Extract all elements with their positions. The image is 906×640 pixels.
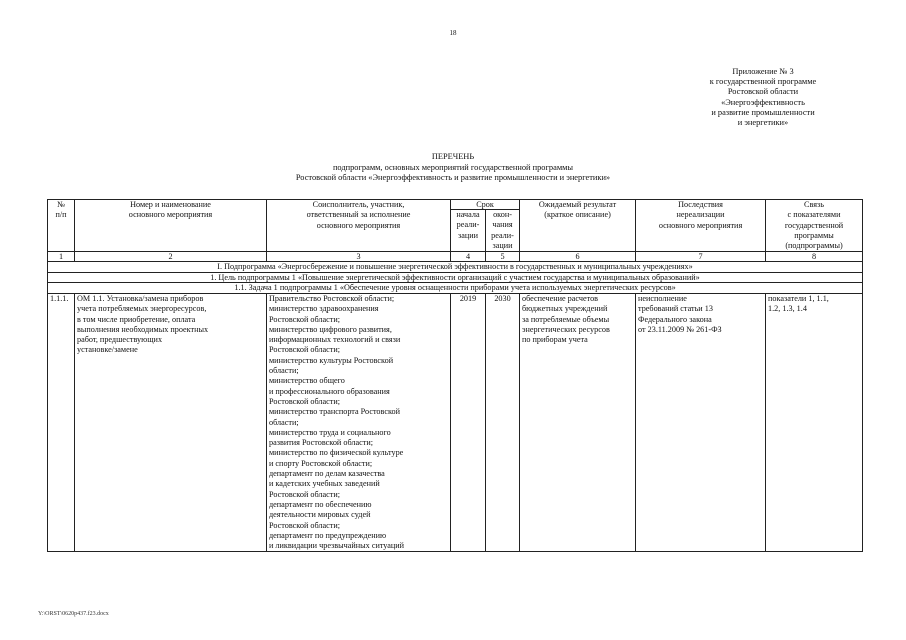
- row-name: ОМ 1.1. Установка/замена приборов учета потребляемых энергоресурсов, в том числе приобретение, оплата выполнения необходимых проектных работ, предшествующих установке/замене: [75, 293, 267, 551]
- goal-title: 1. Цель подпрограммы 1 «Повышение энергетической эффективности организаций с участием государства и муниципальных образований»: [48, 272, 863, 283]
- header-num: № п/п: [48, 200, 75, 252]
- appendix-line: Ростовской области: [727, 87, 799, 97]
- row-start-year: 2019: [451, 293, 486, 551]
- subprogram-row: [48, 262, 863, 273]
- document-title: [150, 152, 756, 184]
- column-number: 1: [48, 252, 75, 262]
- column-number: 7: [636, 252, 766, 262]
- title-heading: ПЕРЕЧЕНЬ: [431, 152, 475, 161]
- column-number: 5: [486, 252, 520, 262]
- column-number: 3: [267, 252, 451, 262]
- task-title: 1.1. Задача 1 подпрограммы 1 «Обеспечение уровня оснащенности приборами учета используемых энергетических ресурсов»: [48, 283, 863, 294]
- header-executor: Соисполнитель, участник, ответственный за исполнение основного мероприятия: [267, 200, 451, 252]
- header-term: Срок: [451, 200, 520, 210]
- appendix-line: и энергетики»: [737, 118, 789, 128]
- page-number: 18: [449, 29, 457, 37]
- column-number: 8: [766, 252, 863, 262]
- header-start: начала реали- зации: [451, 210, 486, 252]
- column-number: 6: [520, 252, 636, 262]
- header-end: окон- чания реали- зации: [486, 210, 520, 252]
- header-result: Ожидаемый результат (краткое описание): [520, 200, 636, 252]
- row-number: 1.1.1.: [48, 293, 75, 551]
- measures-table: [47, 199, 863, 552]
- appendix-note: [680, 67, 846, 128]
- row-executor: Правительство Ростовской области; министерство здравоохранения Ростовской области; министерство цифрового развития, информационных технологий и связи Ростовской области; министерство культуры Ростовской области; министерство общего и профессионального образования Ростовской области; министерство транспорта Ростовской области; министерство труда и социального развития Ростовской области; министерство по физической культуре и спорту Ростовской области; департамент по делам казачества и кадетских учебных заведений Ростовской области; департамент по обеспечению деятельности мировых судей Ростовской области; департамент по предупреждению и ликвидации чрезвычайных ситуаций: [267, 293, 451, 551]
- header-consequences: Последствия нереализации основного мероприятия: [636, 200, 766, 252]
- task-row: [48, 283, 863, 294]
- row-end-year: 2030: [486, 293, 520, 551]
- header-link: Связь с показателями государственной программы (подпрограммы): [766, 200, 863, 252]
- row-link: показатели 1, 1.1, 1.2, 1.3, 1.4: [766, 293, 863, 551]
- row-consequences: неисполнение требований статьи 13 Федерального закона от 23.11.2009 № 261-ФЗ: [636, 293, 766, 551]
- appendix-line: Приложение № 3: [732, 67, 794, 76]
- title-line: подпрограмм, основных мероприятий государственной программы: [332, 162, 574, 172]
- subprogram-title: I. Подпрограмма «Энергосбережение и повышение энергетической эффективности в государственных и муниципальных учреждениях»: [48, 262, 863, 273]
- goal-row: [48, 272, 863, 283]
- file-path-footer: Y:\ORST\0620p437.f23.docx: [38, 611, 109, 617]
- title-line: Ростовской области «Энергоэффективность и развитие промышленности и энергетики»: [295, 173, 611, 182]
- column-number: 2: [75, 252, 267, 262]
- column-number: 4: [451, 252, 486, 262]
- table-row: [48, 293, 863, 551]
- row-result: обеспечение расчетов бюджетных учреждений за потребляемые объемы энергетических ресурсов по приборам учета: [520, 293, 636, 551]
- header-name: Номер и наименование основного мероприятия: [75, 200, 267, 252]
- appendix-line: «Энергоэффективность: [721, 97, 805, 107]
- appendix-line: к государственной программе: [709, 77, 817, 87]
- column-number-row: [48, 252, 863, 262]
- appendix-line: и развитие промышленности: [711, 107, 815, 117]
- header-row: [48, 200, 863, 210]
